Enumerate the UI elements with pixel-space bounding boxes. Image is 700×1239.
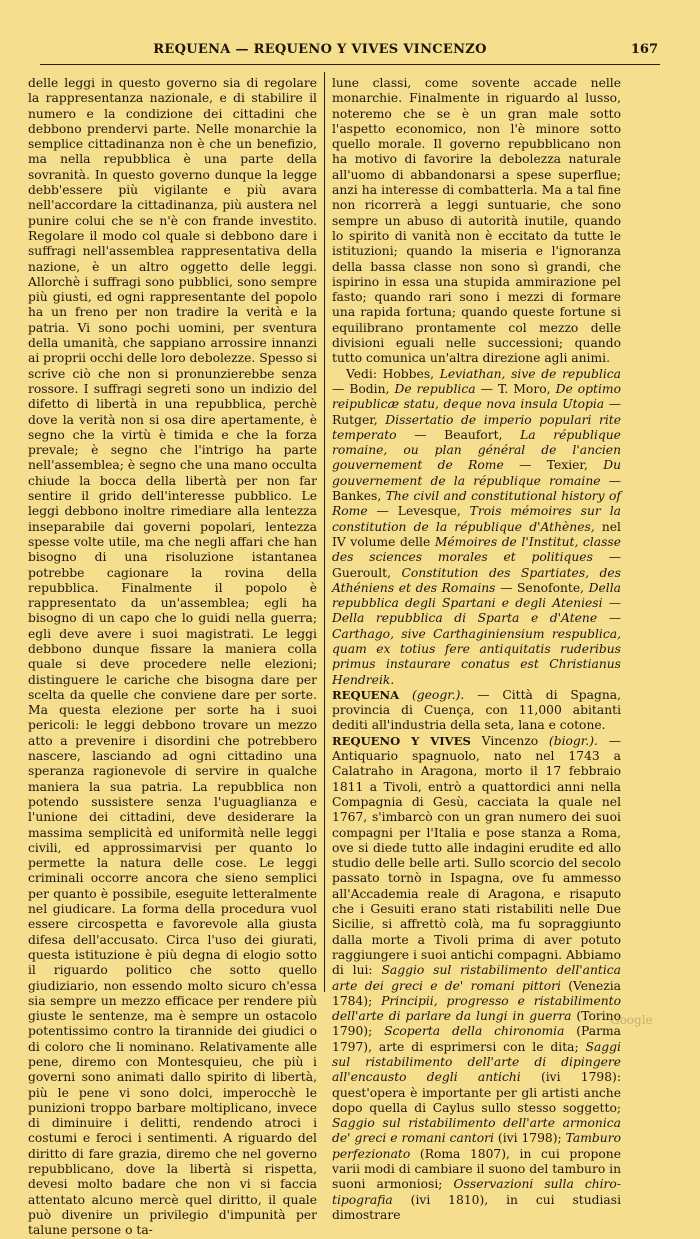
bib-author: — Gueroult, [332, 550, 621, 580]
work-title: Saggio sul ristabilimento dell'arte armonica de' greci e romani cantori [332, 1116, 621, 1146]
bib-author: — Bodin, [332, 381, 390, 396]
work-title: Osservazioni sulla chiro-tipografia [332, 1177, 621, 1207]
bib-title: Dissertatio de imperio populari rite temperato [332, 412, 621, 442]
bib-title: De republica [394, 381, 476, 396]
work-note: (ivi 1798); [497, 1131, 562, 1146]
entry-headword: REQUENO Y VIVES [332, 733, 471, 748]
left-column-text: delle leggi in questo governo sia di regolare la rappresentanza nazionale, e di stabilire il numero e la condizione dei cittadini che debbono prendervi parte. Nelle monarchie la semplice cittadinanza non è che un benefizio, ma nella repubblica è una parte della sovranità. In questo governo dunque la legge debb'essere più vigilante e più avara nell'accordare la cittadinanza, più austera nel punire colui che se n'è con frande investito. Regolare il modo col quale si debbono dare i suffragi nell'assemblea rappresentativa della nazione, è un altro oggetto delle leggi. Allorchè i suffragi sono pubblici, sono sempre più giusti, ed ogni rappresentante del popolo ha un freno per non tradire la verità e la patria. Vi sono pochi uomini, per sventura della umanità, che sappiano arrossire innanzi ai proprii occhi delle loro debolezze. Spesso si scrive ciò che non si pronunzierebbe senza rossore. I suffragi segreti sono un indizio del difetto di libertà in una repubblica, perchè dove la verità non si osa dire apertamente, è segno che la virtù è timida e che la forza prevale; è segno che l'intrigo ha parte nell'assemblea; è segno che una mano occulta chiude la bocca della libertà per non far sentire il grido dell'interesse pubblico. Le leggi debbono inoltre rimediare alla lentezza inseparabile dai governi popolari, lentezza spesse volte utile, ma che negli affari che han bisogno di una risoluzione istantanea potrebbe cagionare la rovina della repubblica. Finalmente il popolo è rappresentato da un'assemblea; egli ha bisogno di un capo che lo guidi nella guerra; egli deve avere i suoi magistrati. Le leggi debbono dunque fissare la maniera colla quale si deve procedere nelle elezioni; distinguere le cariche che bisogna dare per scelta da quelle che conviene dare per sorte. Ma questa elezione per sorte ha i suoi pericoli: le leggi debbono trovare un mezzo atto a prevenire i disordini che potrebbero nascere, lasciando ad ogni cittadino una speranza ragionevole di servire in qualche maniera la sua patria. La repubblica non potendo sussistere senza l'uguaglianza e l'unione dei cittadini, deve desiderare la massima semplicità ed uniformità nelle leggi civili, ed approssimarvisi per quanto lo permette la natura delle cose. Le leggi criminali occorre ancora che sieno semplici per quanto è possibile, eseguite letteralmente nel giudicare. La forma della procedura vuol essere circospetta e favorevole alla giusta difesa dell'accusato. Circa l'uso dei giurati, questa istituzione è più degna di elogio sotto il riguardo politico che sotto quello giudiziario, non essendo molto sicuro ch'essa sia sempre un mezzo efficace per rendere più giuste le sentenze, ma è sempre un ostacolo potentissimo contro la tirannide dei giudici o di coloro che li nominano. Relativamente alle pene, diremo con Montesquieu, che più i governi sono animati dallo spirito di libertà, più le pene vi sono dolci, imperocchè le punizioni troppo barbare moltiplicano, invece di diminuire i delitti, rendendo atroci i costumi e feroci i sentimenti. A riguardo del diritto di fare grazia, diremo che nel governo repubblicano, dove la libertà si rispetta, devesi molto badare che non vi si faccia attentato alcuno mercè quel diritto, il quale può divenire un privilegio d'impunità per talune persone o ta- [28, 76, 317, 1238]
work-title: Saggi sul ristabilimento dell'arte di dipingere all'encausto degli antichi [332, 1039, 621, 1085]
work-title: Principii, progresso e ristabilimento dell'arte di parlare da lungi in guerra [332, 993, 621, 1024]
entry-requeno [332, 734, 621, 1224]
entry-given-name: Vincenzo [481, 733, 539, 748]
left-column [28, 76, 317, 1239]
bib-author: — Beaufort, [414, 427, 503, 442]
bib-title: Du gouvernement de la république romaine [332, 458, 621, 488]
work-note: (Parma 1797), arte di esprimersi con le dita; [332, 1024, 621, 1054]
entry-text: — Città di Spagna, provincia di Cuença, con 11,000 abitanti dediti all'industria della seta, lana e cotone. [332, 687, 621, 733]
bibliography-paragraph [332, 367, 621, 688]
bib-author: Hobbes, [382, 366, 435, 381]
work-note: (Roma 1807), in cui propone varii modi di cambiare il suono del tamburo in suoni armoniosi; [332, 1146, 621, 1192]
bib-title: The civil and constitutional history of Rome [332, 489, 621, 519]
bib-author: — Texier, [519, 458, 588, 473]
entry-tag: (geogr.). [411, 687, 465, 702]
work-note: (Venezia 1784); [332, 978, 621, 1008]
vedi-label: Vedi: [346, 366, 377, 381]
bib-author: — Bankes, [332, 473, 621, 504]
work-note: (ivi 1810), in cui studiasi dimostrare [332, 1192, 621, 1222]
bib-title: Leviathan, sive de republica [439, 366, 621, 381]
work-note: (Torino 1790); [332, 1009, 621, 1039]
bib-author: nel IV volume delle [332, 519, 621, 549]
bib-title: Trois mémoires sur la constitution de la république d'Athènes, [332, 504, 621, 534]
work-title: Tamburo perfezionato [332, 1131, 621, 1161]
entry-tag: (biogr.). [548, 733, 598, 748]
right-column-paragraph: lune classi, come sovente accade nelle monarchie. Finalmente in riguardo al lusso, noteremo che se è un gran male sotto l'aspetto economico, non l'è minore sotto quello morale. Il governo repubblicano non ha motivo di favorire la debolezza naturale all'uomo di abbandonarsi a spese superflue; anzi ha interesse di combatterla. Ma a tal fine non ricorrerà a leggi suntuarie, che sono sempre un abuso di autorità inutile, quando lo spirito di vanità non è eccitato da tutte le istituzioni; quando la miseria e l'ignoranza della bassa classe non sono sì grandi, che ispirino in essa una stupida ammirazione pel fasto; quando rari sono i mezzi di formare una rapida fortuna; quando queste fortune si equilibrano prontamente col mezzo delle divisioni eguali nelle successioni; quando tutto comunica un'altra direzione agli animi. [332, 76, 621, 366]
running-title: REQUENA — REQUENO Y VIVES VINCENZO [153, 42, 487, 57]
right-column [332, 76, 621, 1223]
bib-author: — Levesque, [376, 504, 461, 519]
entry-text: — Antiquario spagnuolo, nato nel 1743 a Calatraho in Aragona, morto il 17 febbraio 1811 a Tivoli, entrò a quattordici anni nella Compagnia di Gesù, cacciata la quale nel 1767, s'imbarcò con un gran numero dei suoi compagni per l'Italia e pose stanza a Roma, ove si diede tutto alle indagini erudite ed allo studio delle belle arti. Sullo scorcio del secolo passato tornò in Ispagna, ove fu ammesso all'Accademia reale di Aragona, e risaputo che i Gesuiti erano stati ristabiliti nelle Due Sicilie, si affrettò colà, ma fu sopraggiunto dalla morte a Tivoli prima di aver potuto raggiungere i suoi antichi compagni. Abbiamo di lui: [332, 733, 621, 978]
entry-headword: REQUENA [332, 687, 400, 702]
bib-title: Constitution des Spartiates, des Athéniens et des Romains [332, 565, 621, 595]
bib-title: De optimo reipublicæ statu, deque nova insula Utopia [332, 381, 621, 412]
column-divider [324, 72, 325, 992]
bib-author: — Senofonte, [500, 580, 585, 595]
work-note: (ivi 1798): quest'opera è importante per gli artisti anche dopo quella di Caylus sullo stesso soggetto; [332, 1070, 621, 1115]
entry-requena [332, 688, 621, 734]
scan-watermark: Google [610, 1013, 653, 1027]
page-number: 167 [630, 42, 658, 57]
running-header [40, 40, 660, 65]
bib-author: — T. Moro, [480, 381, 551, 396]
work-title: Scoperta della chironomia [384, 1024, 565, 1039]
work-title: Saggio sul ristabilimento dell'antica arte dei greci e de' romani pittori [332, 963, 621, 993]
bib-title: Mémoires de l'Institut, classe des sciences morales et politiques [332, 534, 621, 565]
bib-title: Della repubblica degli Spartani e degli Ateniesi — Della repubblica di Sparta e d'Atene — Carthago, sive Carthaginiensium respublica, quam ex totius fere antiquitatis ruderibus primus instaurare conatus est Christianus Hendreik. [332, 580, 621, 687]
bib-author: — Rutger, [332, 397, 621, 427]
bib-title: La république romaine, ou plan général de l'ancien gouvernement de Rome [332, 427, 621, 473]
